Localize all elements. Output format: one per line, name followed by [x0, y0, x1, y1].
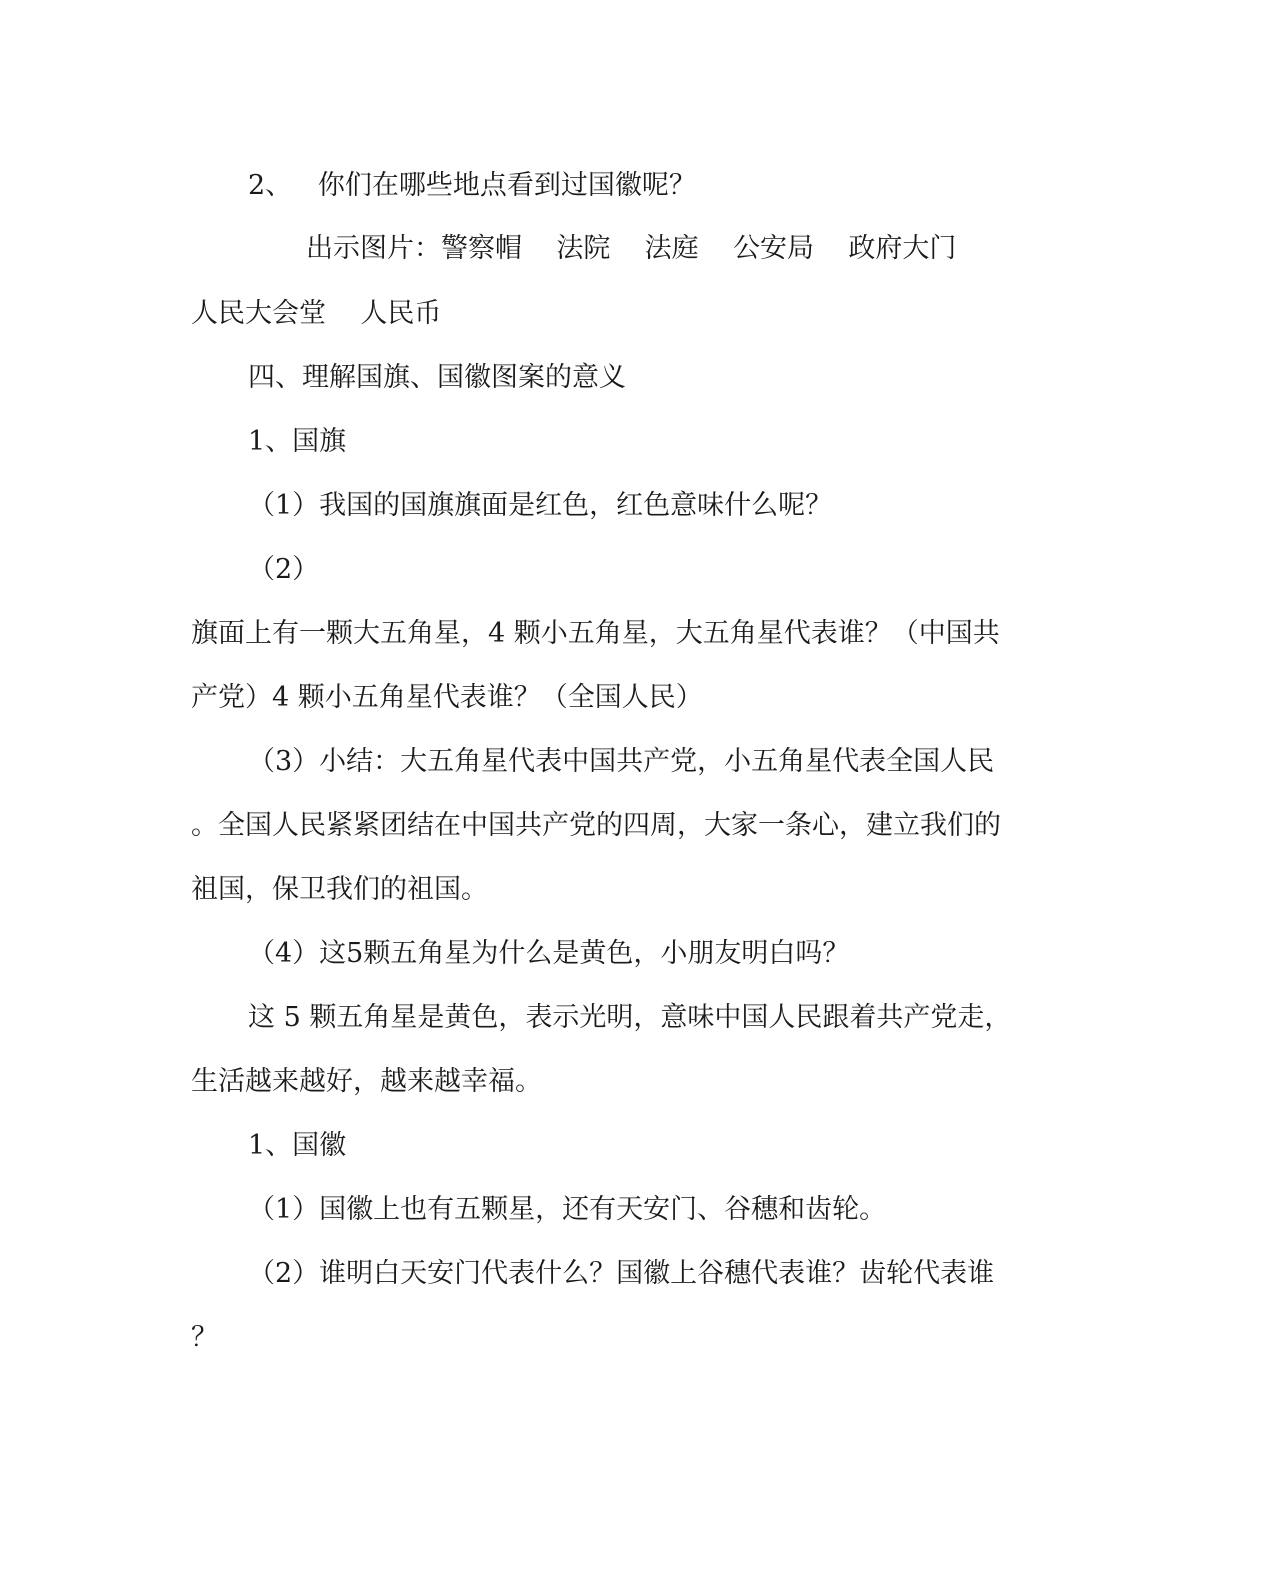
section-4-heading: 四、理解国旗、国徽图案的意义 [248, 362, 626, 393]
show-pictures-continuation: 人民大会堂 人民币 [191, 298, 442, 329]
flag-item-3-a: （3）小结：大五角星代表中国共产党，小五角星代表全国人民 [248, 746, 995, 777]
emblem-item-2: （2）谁明白天安门代表什么？国徽上谷穗代表谁？齿轮代表谁 [248, 1258, 995, 1289]
flag-item-1: （1）我国的国旗旗面是红色，红色意味什么呢？ [248, 490, 833, 521]
emblem-item-2-continuation: ？ [191, 1322, 218, 1353]
flag-item-3-b: 。全国人民紧紧团结在中国共产党的四周，大家一条心，建立我们的 [191, 810, 1001, 841]
flag-item-4: （4）这5颗五角星为什么是黄色，小朋友明白吗？ [248, 938, 850, 969]
subheading-national-flag: 1、国旗 [248, 426, 347, 457]
flag-item-2-label: （2） [248, 554, 320, 585]
emblem-item-1: （1）国徽上也有五颗星，还有天安门、谷穗和齿轮。 [248, 1194, 887, 1225]
flag-item-2-text-a: 旗面上有一颗大五角星，4 颗小五角星，大五角星代表谁？（中国共 [191, 618, 1000, 649]
show-pictures-line: 出示图片：警察帽 法院 法庭 公安局 政府大门 [306, 233, 957, 264]
question-2-line: 2、 你们在哪些地点看到过国徽呢？ [248, 170, 696, 201]
yellow-stars-explanation-b: 生活越来越好，越来越幸福。 [191, 1066, 542, 1097]
subheading-national-emblem: 1、国徽 [248, 1130, 347, 1161]
flag-item-3-c: 祖国，保卫我们的祖国。 [191, 874, 488, 905]
yellow-stars-explanation-a: 这 5 颗五角星是黄色，表示光明，意味中国人民跟着共产党走， [248, 1002, 1012, 1033]
flag-item-2-text-b: 产党）4 颗小五角星代表谁？（全国人民） [191, 682, 703, 713]
